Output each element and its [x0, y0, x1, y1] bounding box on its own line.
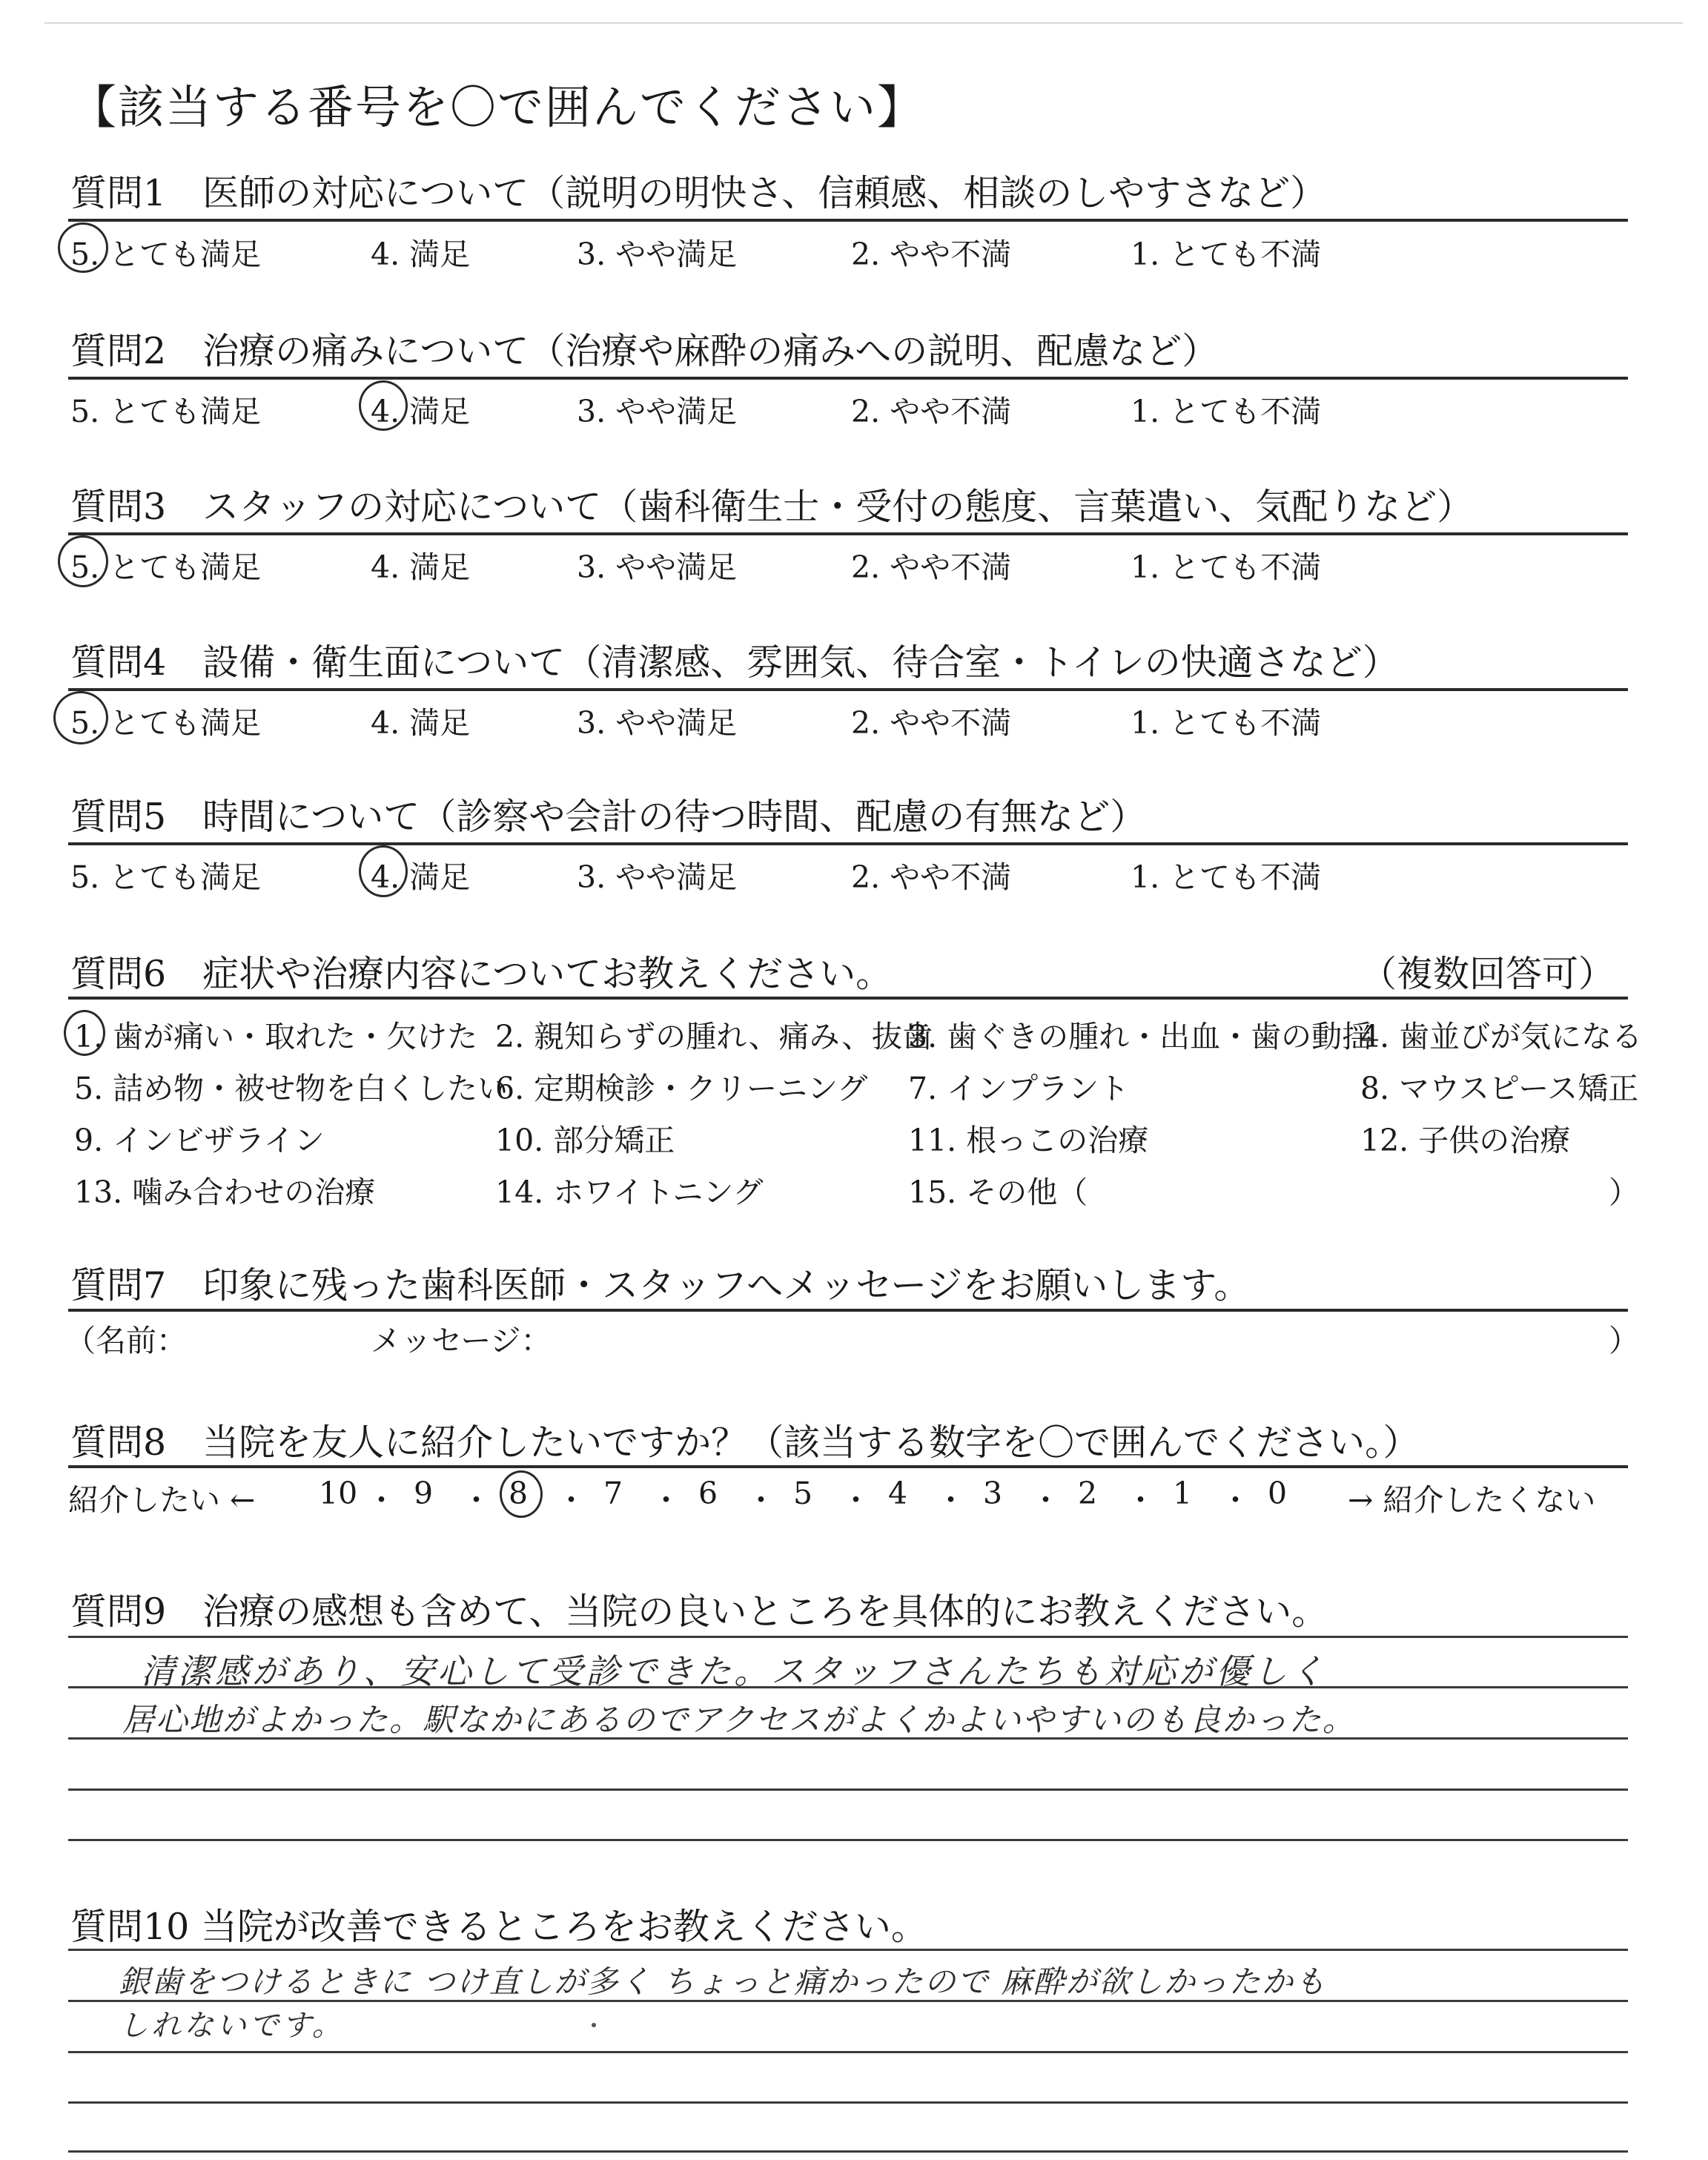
q5-option-5[interactable]: 5. とても満足 — [70, 859, 262, 895]
q2-option-5[interactable]: 5. とても満足 — [70, 394, 262, 429]
q2-option-4[interactable]: 4. 満足 — [371, 394, 471, 429]
q10-title: 質問10 当院が改善できるところをお教えください。 — [70, 1906, 927, 1948]
q8-separator: ・ — [1125, 1482, 1156, 1518]
q1-option-5[interactable]: 5. とても満足 — [70, 237, 262, 272]
q8-separator: ・ — [1220, 1482, 1251, 1518]
q1-option-1[interactable]: 1. とても不満 — [1131, 237, 1322, 272]
q6-item-12[interactable]: 12. 子供の治療 — [1360, 1123, 1571, 1158]
q2-rule — [68, 377, 1628, 380]
q6-item-1[interactable]: 1. 歯が痛い・取れた・欠けた — [74, 1019, 478, 1054]
q9-line-5 — [68, 1839, 1628, 1841]
q6-title: 質問6 症状や治療内容についてお教えください。 — [70, 953, 893, 995]
q3-option-3[interactable]: 3. やや満足 — [577, 549, 738, 585]
q8-separator: ・ — [936, 1482, 966, 1518]
q10-line-4 — [68, 2101, 1628, 2104]
q3-option-4[interactable]: 4. 満足 — [371, 549, 471, 585]
q3-rule — [68, 532, 1628, 535]
q4-title: 質問4 設備・衛生面について（清潔感、雰囲気、待合室・トイレの快適さなど） — [70, 641, 1399, 684]
q4-selection-circle — [53, 691, 108, 744]
q3-option-1[interactable]: 1. とても不満 — [1131, 549, 1322, 585]
q6-item-5[interactable]: 5. 詰め物・被せ物を白くしたい — [74, 1071, 509, 1106]
q8-right-label: → 紹介したくない — [1348, 1482, 1596, 1518]
q8-separator: ・ — [841, 1482, 871, 1518]
q10-answer-line-1: 銀歯をつけるときに つけ直しが多く ちょっと痛かったので 麻酔が欲しかったかも — [119, 1964, 1328, 2000]
q1-option-3[interactable]: 3. やや満足 — [577, 237, 738, 272]
q3-selection-circle — [58, 535, 108, 587]
q6-item-8[interactable]: 8. マウスピース矯正 — [1360, 1071, 1639, 1106]
q5-option-3[interactable]: 3. やや満足 — [577, 859, 738, 895]
q1-option-2[interactable]: 2. やや不満 — [851, 237, 1012, 272]
q6-item-14[interactable]: 14. ホワイトニング — [495, 1175, 764, 1210]
q8-scale-4[interactable]: 4 — [888, 1476, 908, 1511]
q8-scale-6[interactable]: 6 — [698, 1476, 718, 1511]
q6-item-15[interactable]: 15. その他（ — [908, 1175, 1088, 1210]
q10-line-1 — [68, 1949, 1628, 1951]
q9-line-4 — [68, 1789, 1628, 1791]
q7-close: ） — [1609, 1323, 1639, 1358]
q6-rule — [68, 997, 1628, 1000]
q4-option-5[interactable]: 5. とても満足 — [70, 705, 262, 741]
q6-item-2[interactable]: 2. 親知らずの腫れ、痛み、抜歯 — [495, 1019, 933, 1054]
q5-selection-circle — [359, 845, 408, 897]
q10-line-5 — [68, 2150, 1628, 2153]
stray-mark — [592, 2023, 596, 2027]
q8-scale-2[interactable]: 2 — [1078, 1476, 1098, 1511]
q5-option-4[interactable]: 4. 満足 — [371, 859, 471, 895]
q8-scale-10[interactable]: 10 — [319, 1476, 358, 1511]
q7-message-label: メッセージ： — [371, 1323, 552, 1358]
q9-answer-line-2: 居心地がよかった。駅なかにあるのでアクセスがよくかよいやすいのも良かった。 — [122, 1702, 1356, 1739]
q8-selection-circle — [500, 1470, 543, 1518]
q10-answer-line-2: しれないです。 — [119, 2009, 345, 2043]
q2-option-3[interactable]: 3. やや満足 — [577, 394, 738, 429]
q3-option-2[interactable]: 2. やや不満 — [851, 549, 1012, 585]
q9-answer-line-1: 清潔感があり、安心して受診できた。スタッフさんたちも対応が優しく — [141, 1651, 1327, 1691]
q4-option-3[interactable]: 3. やや満足 — [577, 705, 738, 741]
q6-item-10[interactable]: 10. 部分矯正 — [495, 1123, 675, 1158]
q5-title: 質問5 時間について（診察や会計の待つ時間、配慮の有無など） — [70, 796, 1147, 838]
q8-left-label: 紹介したい ← — [68, 1482, 256, 1518]
q8-separator: ・ — [461, 1482, 491, 1518]
q8-separator: ・ — [556, 1482, 586, 1518]
q2-option-2[interactable]: 2. やや不満 — [851, 394, 1012, 429]
q6-item-3[interactable]: 3. 歯ぐきの腫れ・出血・歯の動揺 — [908, 1019, 1373, 1054]
q9-line-2 — [68, 1686, 1628, 1688]
q2-title: 質問2 治療の痛みについて（治療や麻酔の痛みへの説明、配慮など） — [70, 330, 1219, 372]
q5-option-1[interactable]: 1. とても不満 — [1131, 859, 1322, 895]
q8-scale-8[interactable]: 8 — [509, 1476, 529, 1511]
q4-option-4[interactable]: 4. 満足 — [371, 705, 471, 741]
q8-scale-7[interactable]: 7 — [603, 1476, 623, 1511]
q7-name-label: （名前： — [65, 1323, 187, 1358]
q2-selection-circle — [359, 380, 408, 431]
q1-title: 質問1 医師の対応について（説明の明快さ、信頼感、相談のしやすさなど） — [70, 172, 1327, 214]
q9-line-1 — [68, 1636, 1628, 1638]
q1-selection-circle — [58, 222, 108, 273]
q2-option-1[interactable]: 1. とても不満 — [1131, 394, 1322, 429]
q7-title: 質問7 印象に残った歯科医師・スタッフへメッセージをお願いします。 — [70, 1264, 1251, 1307]
q8-scale-1[interactable]: 1 — [1173, 1476, 1193, 1511]
q3-option-5[interactable]: 5. とても満足 — [70, 549, 262, 585]
q6-item-13[interactable]: 13. 噛み合わせの治療 — [74, 1175, 376, 1210]
q8-scale-3[interactable]: 3 — [983, 1476, 1003, 1511]
q8-rule — [68, 1465, 1628, 1468]
page-heading: 【該当する番号を〇で囲んでください】 — [70, 80, 925, 134]
q7-rule — [68, 1309, 1628, 1312]
q9-title: 質問9 治療の感想も含めて、当院の良いところを具体的にお教えください。 — [70, 1591, 1328, 1633]
q6-item-4[interactable]: 4. 歯並びが気になる — [1360, 1019, 1643, 1054]
q6-item-15-close: ） — [1609, 1175, 1639, 1210]
q8-title: 質問8 当院を友人に紹介したいですか？（該当する数字を〇で囲んでください。） — [70, 1421, 1420, 1464]
q8-scale-9[interactable]: 9 — [414, 1476, 434, 1511]
q6-item-6[interactable]: 6. 定期検診・クリーニング — [495, 1071, 868, 1106]
q6-selection-circle — [64, 1010, 105, 1056]
q4-option-2[interactable]: 2. やや不満 — [851, 705, 1012, 741]
q6-note: （複数回答可） — [1360, 953, 1615, 995]
q6-item-7[interactable]: 7. インプラント — [908, 1071, 1130, 1106]
q6-item-11[interactable]: 11. 根っこの治療 — [908, 1123, 1149, 1158]
q4-rule — [68, 688, 1628, 691]
q5-option-2[interactable]: 2. やや不満 — [851, 859, 1012, 895]
q8-separator: ・ — [366, 1482, 397, 1518]
q3-title: 質問3 スタッフの対応について（歯科衛生士・受付の態度、言葉遣い、気配りなど） — [70, 486, 1474, 528]
q8-separator: ・ — [1030, 1482, 1061, 1518]
q8-separator: ・ — [651, 1482, 681, 1518]
top-border — [44, 22, 1683, 24]
q8-scale-0[interactable]: 0 — [1268, 1476, 1288, 1511]
q1-option-4[interactable]: 4. 満足 — [371, 237, 471, 272]
q10-line-3 — [68, 2051, 1628, 2053]
q1-rule — [68, 219, 1628, 222]
q8-separator: ・ — [746, 1482, 776, 1518]
q4-option-1[interactable]: 1. とても不満 — [1131, 705, 1322, 741]
q6-item-9[interactable]: 9. インビザライン — [74, 1123, 325, 1158]
q9-line-3 — [68, 1737, 1628, 1740]
q5-rule — [68, 842, 1628, 845]
q8-scale-5[interactable]: 5 — [793, 1476, 813, 1511]
